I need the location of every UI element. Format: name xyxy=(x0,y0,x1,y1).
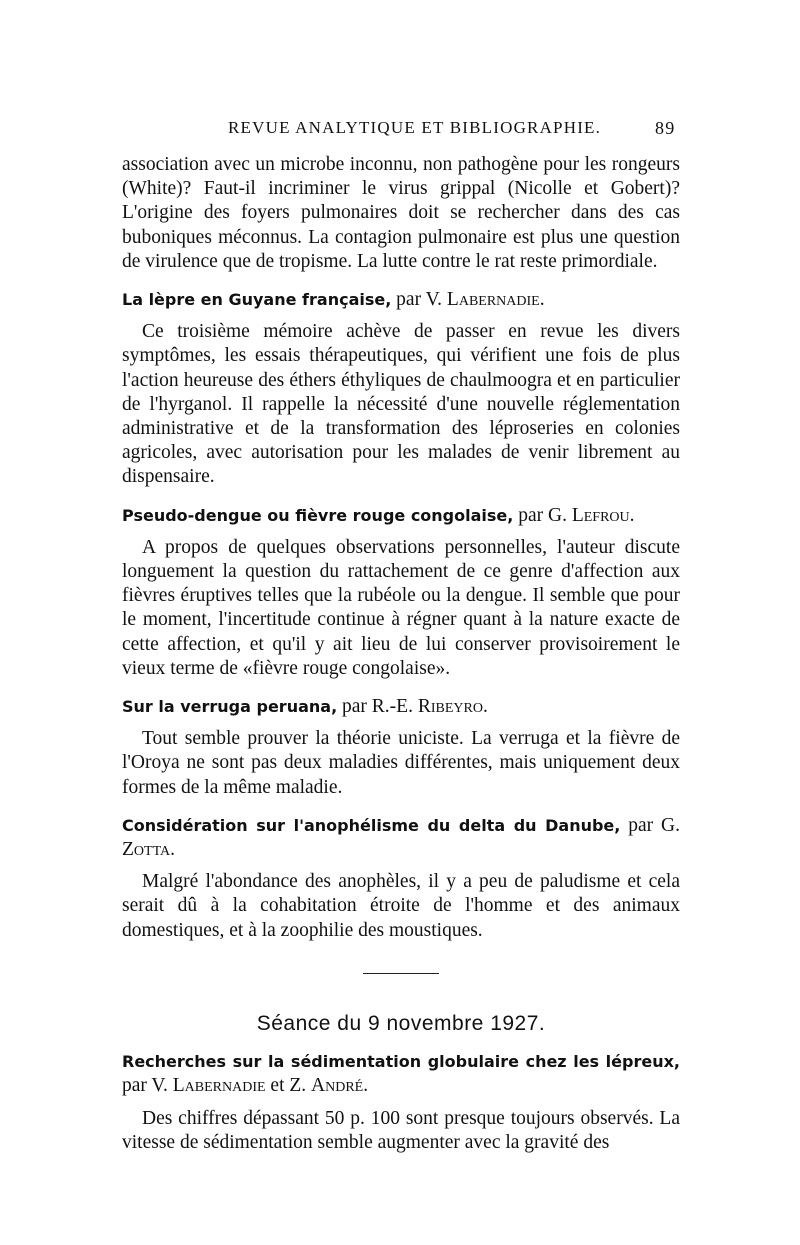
page-number: 89 xyxy=(655,118,676,138)
entry-summary-dengue: A propos de quelques observations personnelles, l'auteur discute longuement la question du rattachement de ce genre d'affection aux fièvres éruptives telles que la rubéole ou la dengue. Il semble que pour le moment, l'incertitude continue à régner quant à la nature exacte de cette affection, et qu'il y ait lieu de lui conserver provisoirement le vieux terme de «fièvre rouge congolaise». xyxy=(122,536,680,679)
entry-byline: par V. xyxy=(391,289,447,311)
entry-title: Considération sur l'anophélisme du delta du Danube, xyxy=(122,815,621,835)
entry-byline: par R.-E. xyxy=(337,696,418,718)
entry-title: Sur la verruga peruana, xyxy=(122,697,338,717)
entry-punct: . xyxy=(363,1075,369,1097)
entry-author: Labernadie xyxy=(446,289,540,311)
entry-title: Pseudo-dengue ou fièvre rouge congolaise, xyxy=(122,505,514,525)
entry-author: Zotta xyxy=(122,839,171,861)
running-header xyxy=(0,110,800,140)
entry-heading-verruga xyxy=(122,695,680,719)
page-body xyxy=(122,153,680,1155)
entry-heading-lepre xyxy=(122,288,680,312)
entry-byline: par G. xyxy=(513,504,572,526)
entry-heading-sedimentation xyxy=(122,1050,680,1098)
entry-title: La lèpre en Guyane française, xyxy=(122,290,392,310)
entry-punct: . xyxy=(629,504,635,526)
entry-byline: par G. xyxy=(620,814,681,836)
entry-heading-anophelisme xyxy=(122,814,680,862)
entry-byline: par V. xyxy=(122,1075,173,1097)
entry-punct: . xyxy=(170,839,175,861)
entry-author-1: Labernadie xyxy=(172,1075,266,1097)
entry-byline-mid: et Z. xyxy=(265,1075,312,1097)
entry-author: Ribeyro xyxy=(417,696,483,718)
entry-punct: . xyxy=(482,696,488,718)
entry-author: Lefrou xyxy=(571,504,630,526)
entry-summary-lepre: Ce troisième mémoire achève de passer en revue les divers symptômes, les essais thérapeutiques, qui vérifient une fois de plus l'action heureuse des éthers éthyliques de chaulmoogra et en particulier de l'hyrganol. Il rappelle la nécessité d'une nouvelle réglementation administrative et de la transformation des léproseries en colonies agricoles, avec autorisation pour les malades de venir librement au dispensaire. xyxy=(122,321,680,488)
entry-summary-verruga: Tout semble prouver la théorie uniciste. La verruga et la fièvre de l'Oroya ne sont pas deux maladies différentes, mais uniquement deux formes de la même maladie. xyxy=(122,728,680,798)
entry-punct: . xyxy=(539,289,545,311)
section-divider xyxy=(363,973,439,974)
continued-paragraph: association avec un microbe inconnu, non pathogène pour les rongeurs (White)? Faut-il incriminer le virus grippal (Nicolle et Gobert)? L'origine des foyers pulmonaires doit se rechercher dans des cas buboniques méconnus. La contagion pulmonaire est plus une question de virulence que de tropisme. La lutte contre le rat reste primordiale. xyxy=(122,154,680,272)
entry-author-2: André xyxy=(311,1075,364,1097)
entry-summary-sedimentation: Des chiffres dépassant 50 p. 100 sont presque toujours observés. La vitesse de sédimentation semble augmenter avec la gravité des xyxy=(122,1107,680,1153)
entry-summary-anophelisme: Malgré l'abondance des anophèles, il y a peu de paludisme et cela serait dû à la cohabitation étroite de l'homme et des animaux domestiques, et à la zoophilie des moustiques. xyxy=(122,871,680,941)
entry-title: Recherches sur la sédimentation globulaire chez les lépreux, xyxy=(122,1052,680,1072)
running-title: REVUE ANALYTIQUE ET BIBLIOGRAPHIE. xyxy=(228,118,602,137)
entry-heading-dengue xyxy=(122,504,680,528)
session-heading: Séance du 9 novembre 1927. xyxy=(256,1011,546,1035)
